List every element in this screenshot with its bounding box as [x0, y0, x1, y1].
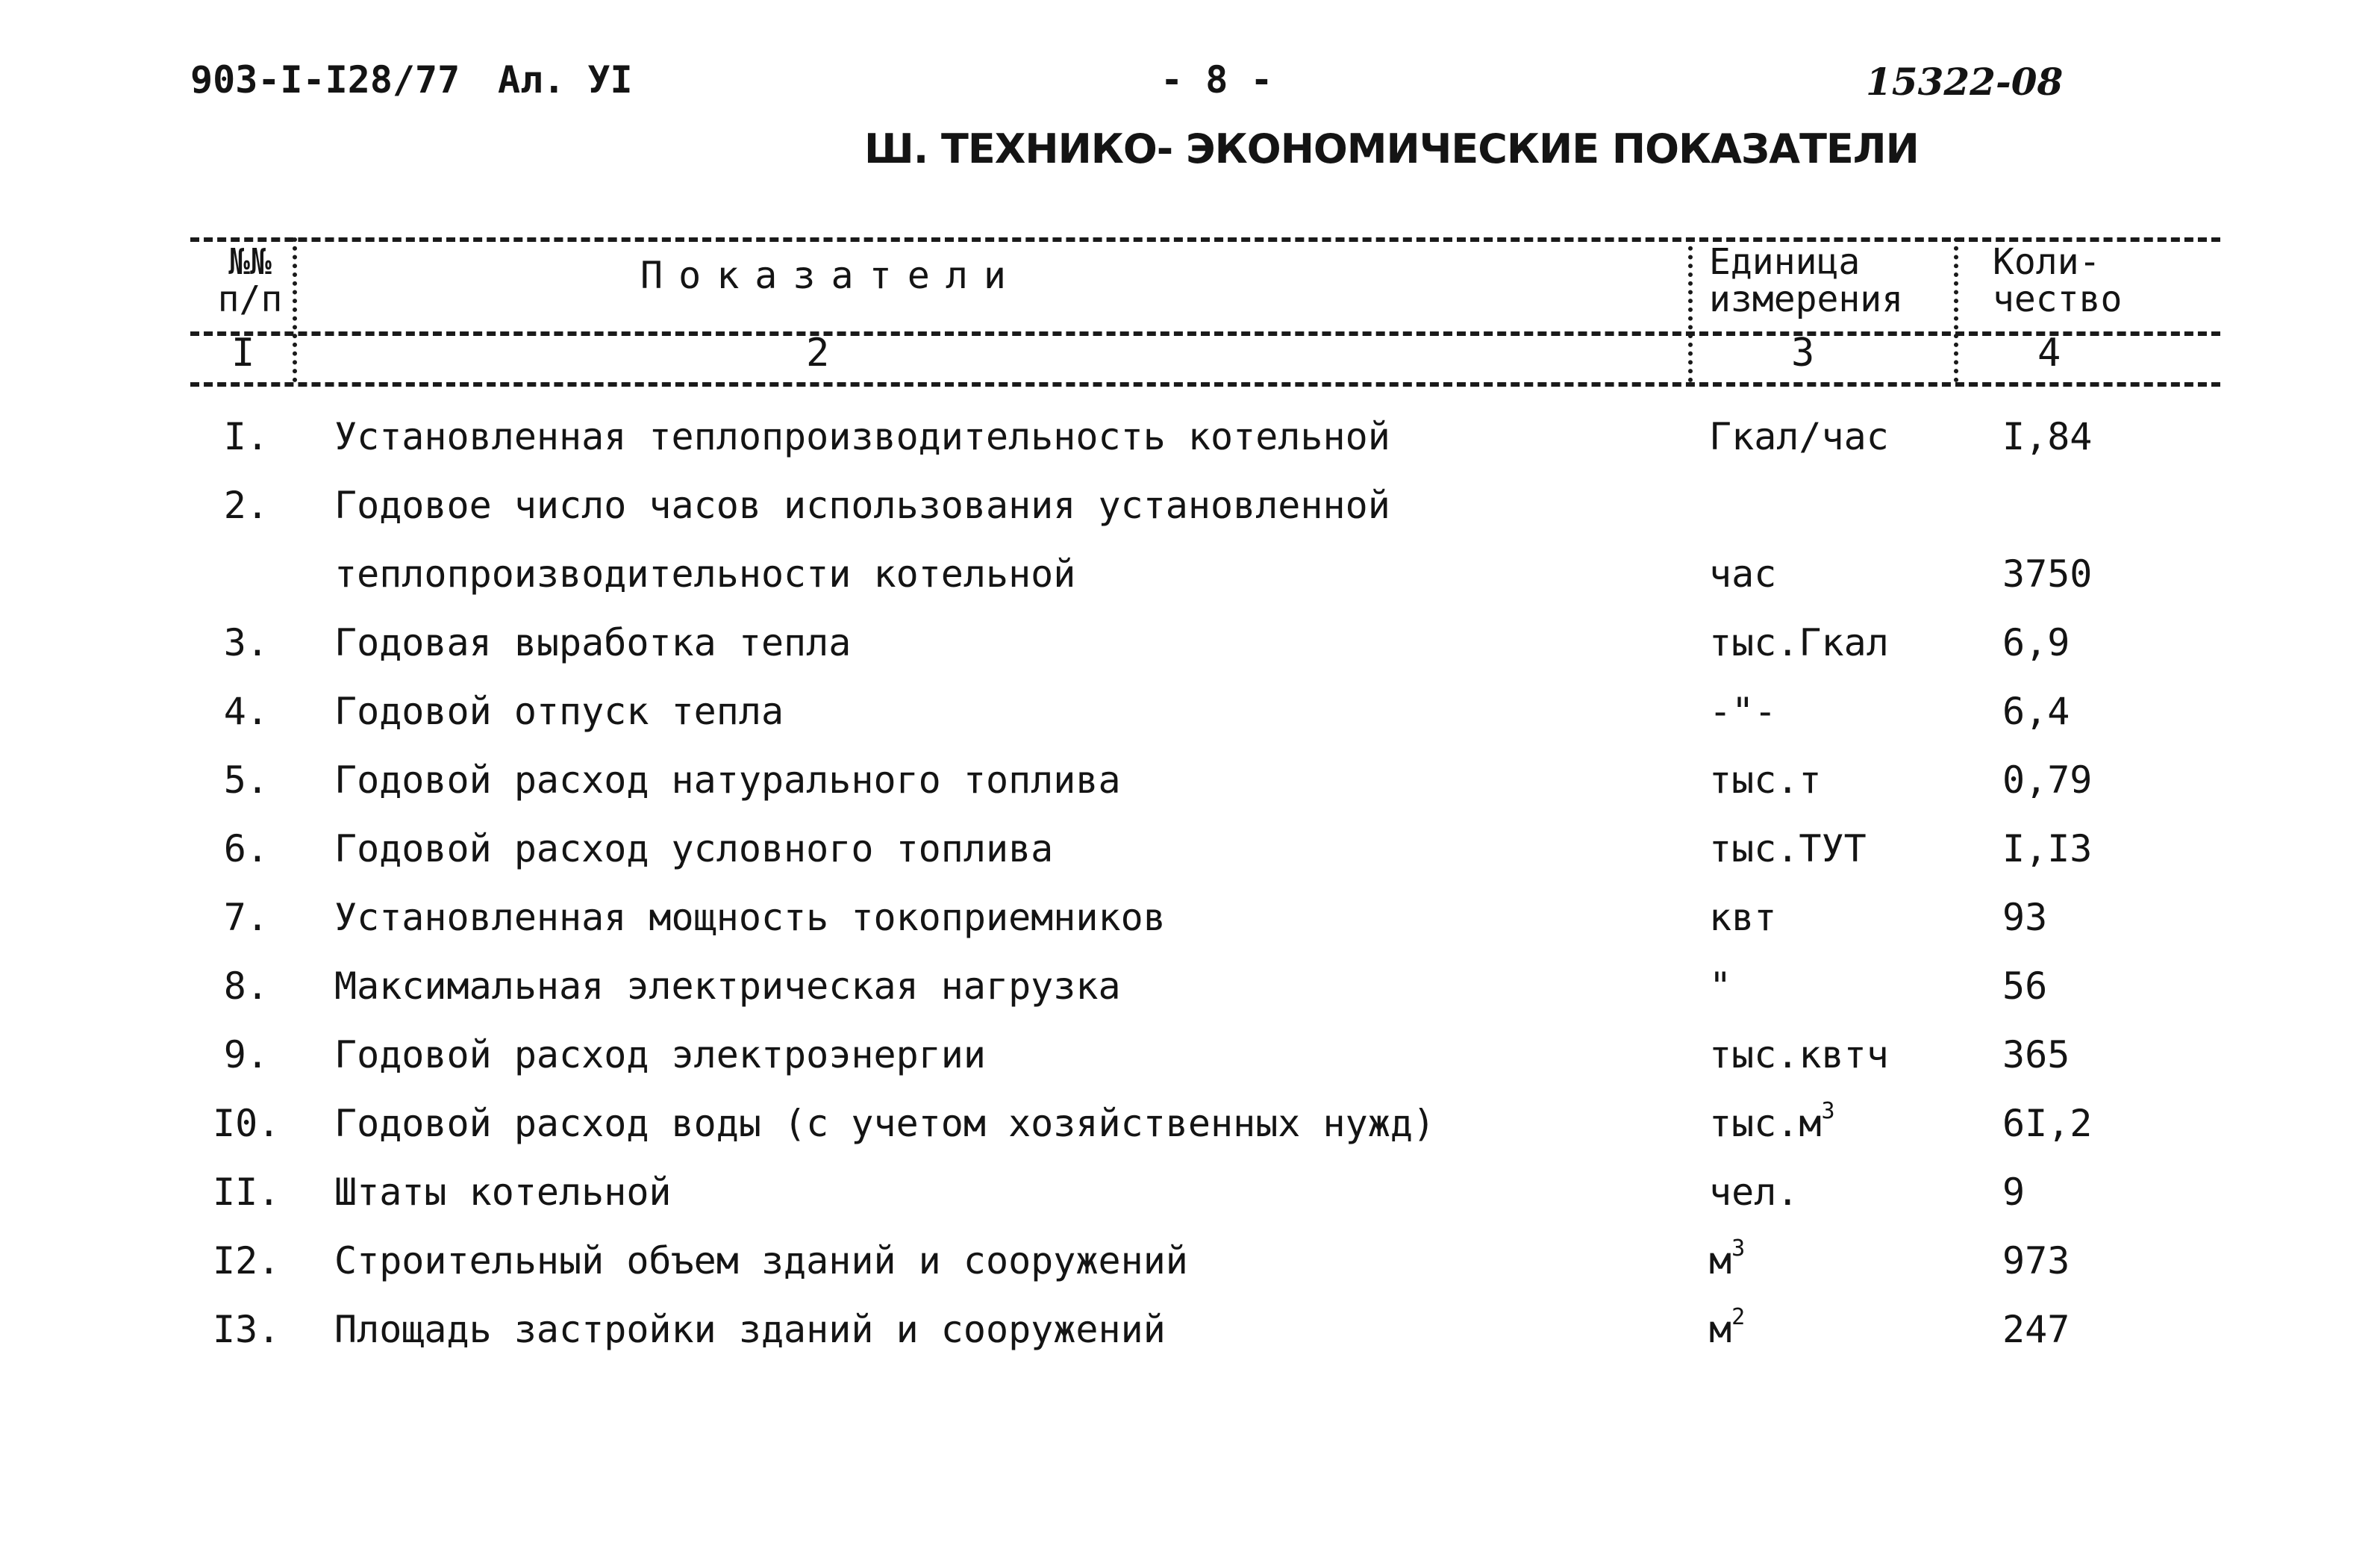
- table-row: [0, 484, 2380, 596]
- archive-number: 15322-08: [1866, 60, 2064, 104]
- quantity-value: 93: [2002, 896, 2048, 939]
- indicator-label: Годовой отпуск тепла: [334, 690, 784, 733]
- table-title: Ш. ТЕХНИКО- ЭКОНОМИЧЕСКИЕ ПОКАЗАТЕЛИ: [864, 125, 1919, 172]
- row-number: I0.: [213, 1102, 281, 1145]
- row-number: I2.: [213, 1239, 281, 1282]
- quantity-value: 0,79: [2002, 758, 2093, 802]
- header-top-rule: [190, 237, 2220, 242]
- header-bottom-rule: [190, 382, 2220, 387]
- quantity-value: I,I3: [2002, 827, 2093, 870]
- table-row: [0, 1304, 2380, 1377]
- row-number: 3.: [223, 621, 269, 664]
- quantity-value: 6I,2: [2002, 1102, 2093, 1145]
- column-header-unit: Единица измерения: [1709, 241, 1904, 320]
- quantity-value: I,84: [2002, 415, 2093, 458]
- table-row: [0, 1098, 2380, 1171]
- quantity-value: 9: [2002, 1171, 2026, 1214]
- table-row: [0, 415, 2380, 484]
- table-row: [0, 964, 2380, 1033]
- row-number: I.: [223, 415, 269, 458]
- indicator-label: Годовой расход условного топлива: [334, 827, 1054, 870]
- quantity-value: 6,4: [2002, 690, 2070, 733]
- quantity-value: 56: [2002, 964, 2048, 1008]
- quantity-value: 973: [2002, 1239, 2070, 1282]
- table-row: [0, 896, 2380, 964]
- indicator-label-continued: теплопроизводительности котельной: [334, 552, 1076, 596]
- quantity-value: 365: [2002, 1033, 2070, 1076]
- table-row: [0, 758, 2380, 827]
- row-number: 6.: [223, 827, 269, 870]
- album-label: Ал. УI: [498, 58, 633, 102]
- indicator-label: Штаты котельной: [334, 1171, 672, 1214]
- column-number-4: 4: [2037, 331, 2061, 375]
- indicator-label: Максимальная электрическая нагрузка: [334, 964, 1121, 1008]
- column-separator-3: [1954, 237, 1958, 382]
- page-number: - 8 -: [1161, 58, 1273, 102]
- indicator-label: Строительный объем зданий и сооружений: [334, 1239, 1188, 1282]
- unit-label: Гкал/час: [1709, 415, 1889, 458]
- unit-label: ": [1709, 964, 1732, 1008]
- unit-label: тыс.т: [1709, 758, 1822, 802]
- unit-label: тыс.квтч: [1709, 1033, 1889, 1076]
- column-header-number: №№ п/п: [217, 241, 283, 320]
- column-separator-2: [1688, 237, 1693, 382]
- table-row: [0, 1171, 2380, 1239]
- indicator-label: Годовой расход натурального топлива: [334, 758, 1121, 802]
- row-number: 4.: [223, 690, 269, 733]
- table-row: [0, 1235, 2380, 1308]
- document-code: 903-I-I28/77: [190, 58, 460, 102]
- indicator-label: Годовой расход электроэнергии: [334, 1033, 986, 1076]
- unit-label: $м^2$: [1709, 1304, 1746, 1351]
- quantity-value: 6,9: [2002, 621, 2070, 664]
- unit-label: час: [1709, 552, 1777, 596]
- unit-label: квт: [1709, 896, 1777, 939]
- table-row: [0, 621, 2380, 690]
- row-number: I3.: [213, 1308, 281, 1351]
- header-middle-rule: [190, 331, 2220, 336]
- row-number: 7.: [223, 896, 269, 939]
- indicator-label: Годовая выработка тепла: [334, 621, 852, 664]
- row-number: II.: [213, 1171, 281, 1214]
- column-number-3: 3: [1791, 331, 1815, 375]
- quantity-value: 3750: [2002, 552, 2093, 596]
- row-number: 9.: [223, 1033, 269, 1076]
- column-number-2: 2: [806, 331, 830, 375]
- quantity-value: 247: [2002, 1308, 2070, 1351]
- unit-label: тыс.Гкал: [1709, 621, 1889, 664]
- unit-label: чел.: [1709, 1171, 1799, 1214]
- row-number: 8.: [223, 964, 269, 1008]
- table-row: [0, 690, 2380, 758]
- indicator-label: Годовое число часов использования установленной: [334, 484, 1390, 527]
- indicator-label: Годовой расход воды (с учетом хозяйственных нужд): [334, 1102, 1436, 1145]
- unit-label: тыс.ТУТ: [1709, 827, 1867, 870]
- indicator-label: Площадь застройки зданий и сооружений: [334, 1308, 1166, 1351]
- indicator-label: Установленная теплопроизводительность котельной: [334, 415, 1390, 458]
- unit-label: $м^3$: [1709, 1235, 1746, 1282]
- row-number: 2.: [223, 484, 269, 527]
- unit-label: $тыс.м^3$: [1709, 1098, 1835, 1145]
- row-number: 5.: [223, 758, 269, 802]
- column-header-indicators: Показатели: [640, 254, 1022, 297]
- column-separator-1: [293, 237, 297, 382]
- column-number-1: I: [231, 331, 255, 375]
- unit-label: -"-: [1709, 690, 1777, 733]
- table-row: [0, 827, 2380, 896]
- indicator-label: Установленная мощность токоприемников: [334, 896, 1166, 939]
- column-header-quantity: Коли- чество: [1993, 241, 2123, 320]
- table-row: [0, 1033, 2380, 1102]
